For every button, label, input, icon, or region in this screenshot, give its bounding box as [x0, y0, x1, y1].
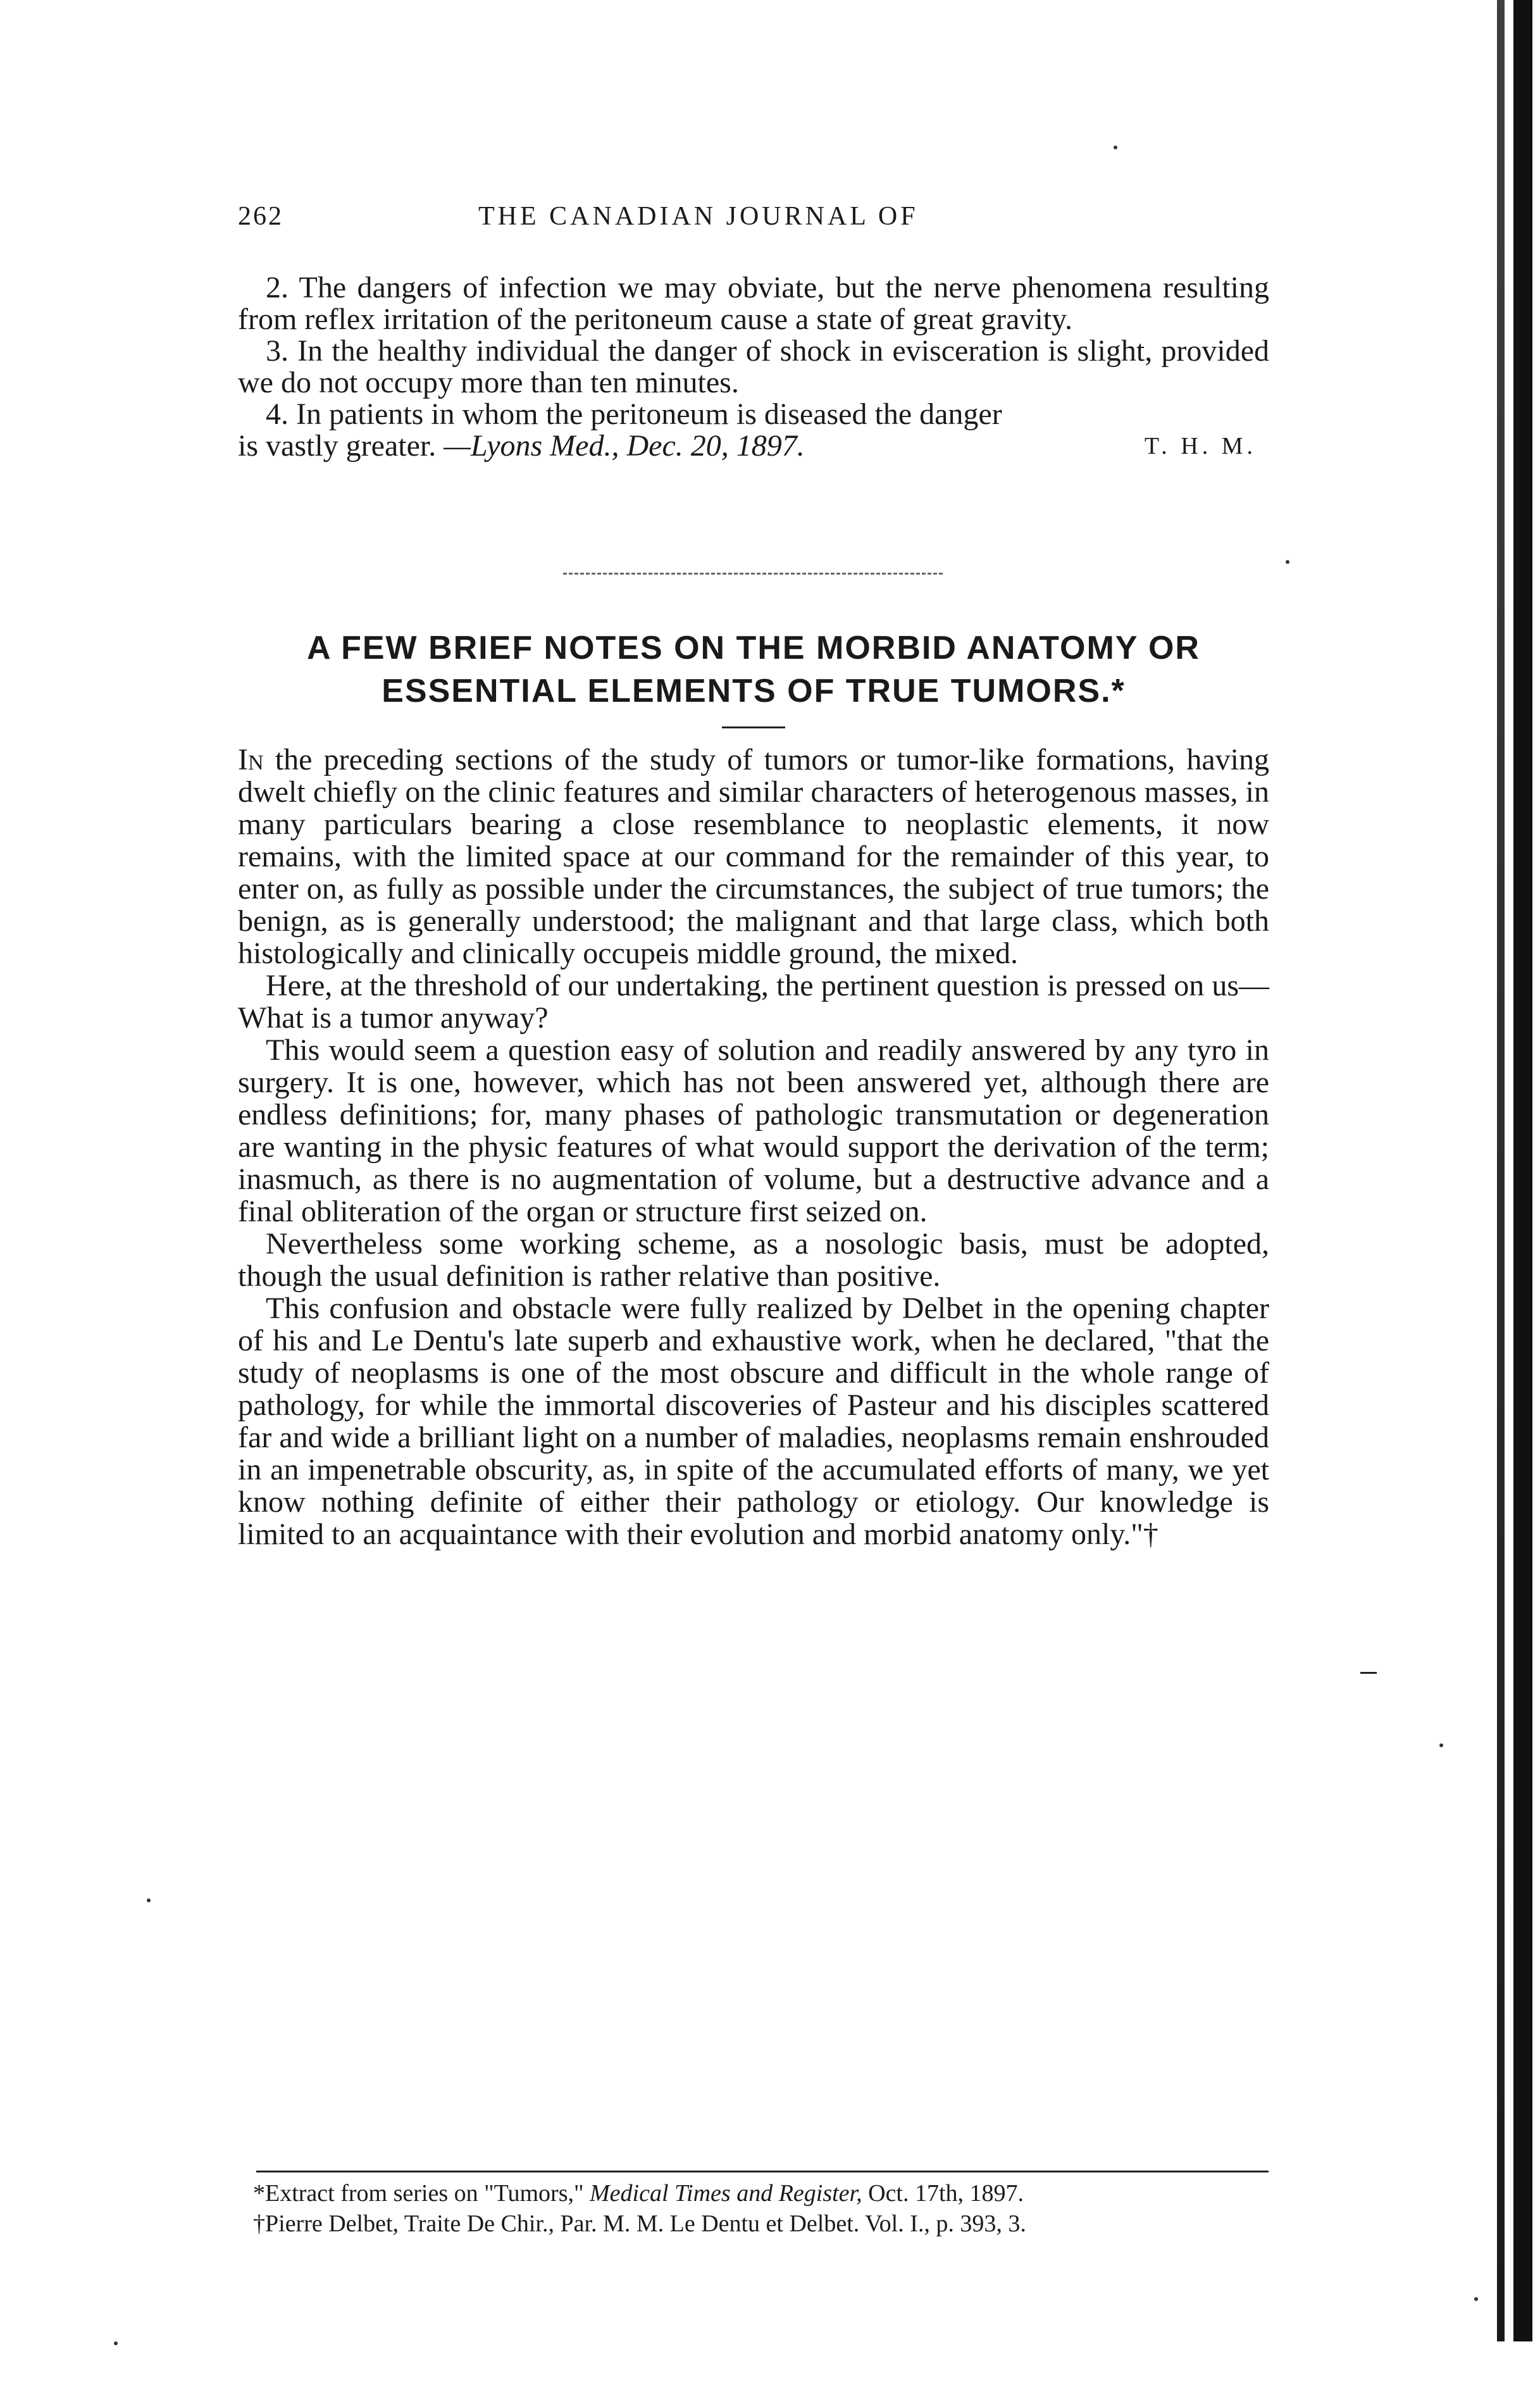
margin-mark — [1360, 1672, 1377, 1674]
signoff-citation: —Lyons Med., Dec. 20, 1897. — [444, 429, 805, 463]
body-paragraph: Nevertheless some working scheme, as a nosologic basis, must be adopted, though the usual definition is rather relative than positive. — [238, 1227, 1269, 1293]
footnote-rule — [256, 2171, 1269, 2172]
intro-item: 3. In the healthy individual the danger of shock in evisceration is slight, provided we do not occupy more than ten minutes. — [238, 334, 1269, 399]
scan-speck — [1439, 1743, 1443, 1747]
scan-speck — [147, 1898, 151, 1902]
footnote: †Pierre Delbet, Traite De Chir., Par. M. M. Le Dentu et Delbet. Vol. I., p. 393, 3. — [253, 2210, 1026, 2237]
previous-article-tail — [238, 272, 1269, 462]
body-paragraph: Here, at the threshold of our undertaking, the pertinent question is pressed on us—What is a tumor anyway? — [238, 969, 1269, 1035]
scan-speck — [1286, 560, 1289, 564]
signoff-lead: is vastly greater. — [238, 429, 437, 463]
intro-item: 2. The dangers of infection we may obviate, but the nerve phenomena resulting from reflex irritation of the peritoneum cause a state of great gravity. — [238, 271, 1269, 336]
footnotes — [253, 2178, 1269, 2239]
body-paragraph — [238, 744, 1269, 969]
scan-edge-shadow — [1497, 0, 1505, 2341]
article-title-line: A FEW BRIEF NOTES ON THE MORBID ANATOMY OR — [307, 630, 1200, 666]
lead-word: In — [238, 743, 264, 776]
article-body — [238, 744, 1269, 1550]
body-paragraph: This confusion and obstacle were fully realized by Delbet in the opening chapter of his and Le Dentu's late superb and exhaustive work, when he declared, "that the study of neoplasms is one of the most obscure and difficult in the whole range of pathology, for while the immortal discoveries of Pasteur and his disciples scattered far and wide a brilliant light on a number of maladies, neoplasms remain enshrouded in an impenetrable obscurity, as, in spite of the accumulated efforts of many, we yet know nothing definite of either their pathology or etiology. Our knowledge is limited to an acquaintance with their evolution and morbid anatomy only."† — [238, 1292, 1269, 1551]
page-number: 262 — [238, 202, 283, 231]
body-paragraph: This would seem a question easy of solution and readily answered by any tyro in surgery. It is one, however, which has not been answered yet, although there are endless definitions; for, many phases of pathologic transmutation or degeneration are wanting in the physic features of what would support the derivation of the term; inasmuch, as there is no augmentation of volume, but a destructive advance and a final obliteration of the organ or structure first seized on. — [238, 1033, 1269, 1228]
footnote: *Extract from series on "Tumors," Medical Times and Register, Oct. 17th, 1897. — [253, 2180, 1024, 2207]
author-initials: T. H. M. — [1144, 433, 1257, 459]
article-title — [238, 626, 1269, 713]
scan-edge-bar — [1513, 0, 1532, 2341]
signoff-line — [238, 430, 1269, 462]
section-divider — [563, 573, 943, 575]
paragraph-text: the preceding sections of the study of tumors or tumor-like formations, having dwelt chiefly on the clinic features and similar characters of heterogenous masses, in many particulars bearing a close resemblance to neoplastic elements, it now remains, with the limited space at our command for the remainder of this year, to enter on, as fully as possible under the circumstances, the subject of true tumors; the benign, as is generally understood; the malignant and that large class, which both histologically and clinically occupeis middle ground, the mixed. — [238, 743, 1270, 970]
scan-speck — [114, 2341, 118, 2345]
article-title-line: ESSENTIAL ELEMENTS OF TRUE TUMORS.* — [382, 673, 1126, 709]
footnote-journal: Medical Times and Register, — [590, 2180, 862, 2207]
intro-item: 4. In patients in whom the peritoneum is diseased the danger — [266, 397, 1002, 431]
scan-speck — [1474, 2297, 1478, 2301]
running-head: THE CANADIAN JOURNAL OF — [478, 202, 919, 231]
page-header — [238, 201, 1276, 239]
title-rule — [722, 726, 785, 728]
scan-speck — [1114, 146, 1117, 149]
